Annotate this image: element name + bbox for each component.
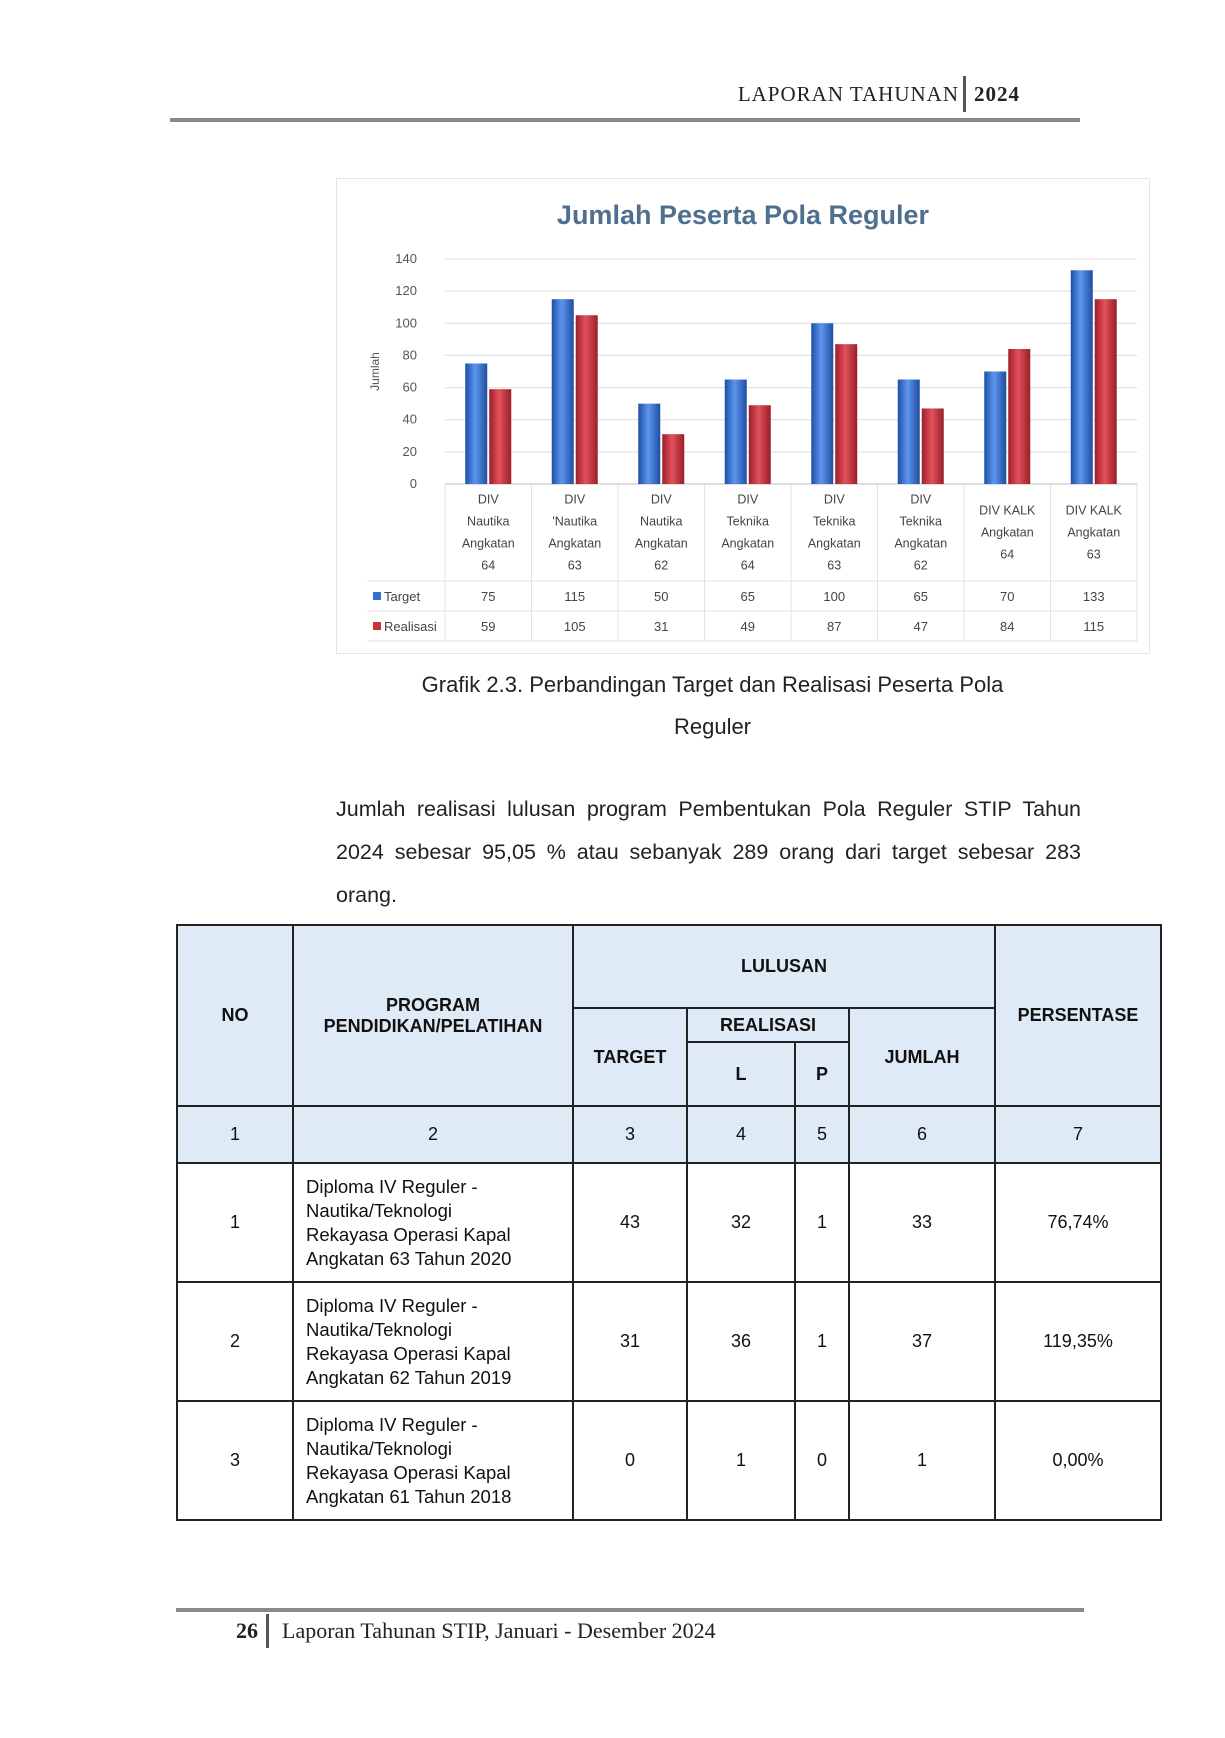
- bar-target: [725, 380, 747, 484]
- y-tick-label: 120: [395, 283, 417, 299]
- x-category-label: Angkatan: [894, 536, 948, 551]
- header-rule: [170, 118, 1080, 122]
- bar-target: [898, 380, 920, 484]
- x-category-label: 63: [567, 558, 582, 573]
- header-separator: [963, 76, 966, 112]
- cell-jumlah: 37: [849, 1282, 995, 1401]
- caption-line-2: Reguler: [673, 714, 752, 739]
- column-number-row: [177, 1106, 1161, 1163]
- x-category-label: Angkatan: [807, 536, 861, 551]
- bar-realisasi: [1008, 349, 1030, 484]
- summary-paragraph: Jumlah realisasi lulusan program Pembentukan Pola Reguler STIP Tahun 2024 sebesar 95,05 % atau sebanyak 289 orang dari target sebesar 283 orang.: [336, 797, 1081, 907]
- program-line: Angkatan 63 Tahun 2020: [306, 1247, 512, 1269]
- program-line: Diploma IV Reguler -: [306, 1294, 478, 1316]
- bar-chart: [337, 179, 1149, 653]
- col-number: 5: [795, 1106, 849, 1163]
- data-label-realisasi: 84: [1000, 619, 1015, 634]
- legend-swatch-target: [373, 592, 381, 600]
- cell-l: 1: [687, 1401, 795, 1520]
- col-header-persentase: PERSENTASE: [995, 925, 1161, 1106]
- legend-swatch-realisasi: [373, 622, 381, 630]
- page-header: [700, 82, 1035, 112]
- chart-container: [336, 178, 1150, 654]
- col-number: 6: [849, 1106, 995, 1163]
- data-label-target: 133: [1082, 589, 1105, 604]
- legend-label-target: Target: [384, 589, 421, 604]
- bar-target: [1071, 270, 1093, 484]
- y-tick-label: 80: [402, 347, 417, 363]
- cell-target: 31: [573, 1282, 687, 1401]
- bar-realisasi: [662, 434, 684, 484]
- cell-l: 32: [687, 1163, 795, 1282]
- x-category-label: Angkatan: [1067, 525, 1121, 540]
- cell-l: 36: [687, 1282, 795, 1401]
- cell-persentase: 76,74%: [995, 1163, 1161, 1282]
- cell-persentase: 0,00%: [995, 1401, 1161, 1520]
- data-label-realisasi: 87: [827, 619, 842, 634]
- col-header-program-line2: PENDIDIKAN/PELATIHAN: [323, 1015, 543, 1036]
- x-category-label: Teknika: [899, 514, 942, 529]
- x-category-label: Nautika: [467, 514, 510, 529]
- x-category-label: 63: [827, 558, 842, 573]
- x-category-label: DIV: [650, 492, 672, 507]
- col-header-target: TARGET: [573, 1008, 687, 1106]
- cell-program: [293, 1282, 573, 1401]
- bar-target: [811, 323, 833, 484]
- footer-rule: [176, 1608, 1084, 1612]
- data-label-realisasi: 59: [481, 619, 496, 634]
- x-category-label: DIV KALK: [1065, 503, 1122, 518]
- x-category-label: DIV: [823, 492, 845, 507]
- col-number: 4: [687, 1106, 795, 1163]
- chart-title: Jumlah Peserta Pola Reguler: [556, 200, 930, 230]
- program-line: Diploma IV Reguler -: [306, 1175, 478, 1197]
- data-label-realisasi: 105: [563, 619, 586, 634]
- data-label-target: 65: [740, 589, 755, 604]
- x-category-label: DIV: [564, 492, 586, 507]
- header-title: LAPORAN TAHUNAN: [737, 82, 959, 106]
- y-tick-label: 40: [402, 411, 417, 427]
- data-label-realisasi: 115: [1083, 619, 1105, 634]
- bar-realisasi: [835, 344, 857, 484]
- y-tick-label: 60: [402, 379, 417, 395]
- footer-separator: [266, 1614, 269, 1648]
- col-header-jumlah: JUMLAH: [849, 1008, 995, 1106]
- cell-target: 0: [573, 1401, 687, 1520]
- x-category-label: DIV KALK: [979, 503, 1036, 518]
- x-category-label: Nautika: [640, 514, 683, 529]
- data-label-realisasi: 49: [740, 619, 755, 634]
- program-line: Nautika/Teknologi: [306, 1437, 453, 1459]
- table-row: [177, 1282, 1161, 1401]
- data-label-target: 115: [564, 589, 586, 604]
- bar-target: [552, 299, 574, 484]
- x-category-label: Angkatan: [634, 536, 688, 551]
- y-tick-label: 20: [402, 443, 417, 459]
- program-line: Rekayasa Operasi Kapal: [306, 1223, 511, 1245]
- cell-p: 1: [795, 1163, 849, 1282]
- bar-target: [465, 363, 487, 484]
- cell-p: 1: [795, 1282, 849, 1401]
- y-tick-label: 140: [395, 251, 417, 266]
- cell-persentase: 119,35%: [995, 1282, 1161, 1401]
- x-category-label: Angkatan: [721, 536, 775, 551]
- table-row: [177, 1163, 1161, 1282]
- y-tick-label: 100: [395, 315, 417, 331]
- cell-no: 2: [177, 1282, 293, 1401]
- program-line: Diploma IV Reguler -: [306, 1413, 478, 1435]
- data-label-target: 70: [1000, 589, 1015, 604]
- col-header-program: [293, 925, 573, 1106]
- col-header-l: L: [687, 1042, 795, 1106]
- col-header-program-line1: PROGRAM: [386, 994, 480, 1015]
- data-label-realisasi: 31: [654, 619, 669, 634]
- x-category-label: Angkatan: [461, 536, 515, 551]
- col-header-realisasi: REALISASI: [687, 1008, 849, 1042]
- bar-realisasi: [489, 389, 511, 484]
- program-line: Nautika/Teknologi: [306, 1318, 453, 1340]
- x-category-label: 62: [913, 558, 928, 573]
- bar-realisasi: [1095, 299, 1117, 484]
- x-category-label: 63: [1086, 547, 1101, 562]
- x-category-label: Teknika: [726, 514, 769, 529]
- cell-program: [293, 1163, 573, 1282]
- x-category-label: 'Nautika: [552, 514, 598, 529]
- page-number: 26: [236, 1618, 258, 1643]
- caption-line-1: Grafik 2.3. Perbandingan Target dan Realisasi Peserta Pola: [421, 672, 1004, 697]
- cell-jumlah: 33: [849, 1163, 995, 1282]
- data-label-realisasi: 47: [913, 619, 928, 634]
- cell-no: 3: [177, 1401, 293, 1520]
- x-category-label: 64: [481, 558, 496, 573]
- cell-p: 0: [795, 1401, 849, 1520]
- cell-no: 1: [177, 1163, 293, 1282]
- x-category-label: DIV: [910, 492, 932, 507]
- table-row: [177, 1401, 1161, 1520]
- x-category-label: 64: [1000, 547, 1015, 562]
- bar-target: [984, 372, 1006, 485]
- program-line: Angkatan 62 Tahun 2019: [306, 1366, 512, 1388]
- bar-realisasi: [922, 408, 944, 484]
- x-category-label: DIV: [737, 492, 759, 507]
- col-number: 2: [293, 1106, 573, 1163]
- program-line: Rekayasa Operasi Kapal: [306, 1461, 511, 1483]
- y-tick-label: 0: [409, 476, 417, 491]
- program-line: Angkatan 61 Tahun 2018: [306, 1485, 512, 1507]
- x-category-label: DIV: [477, 492, 499, 507]
- x-category-label: Teknika: [813, 514, 856, 529]
- data-label-target: 75: [481, 589, 496, 604]
- footer-text: Laporan Tahunan STIP, Januari - Desember 2024: [282, 1618, 716, 1643]
- x-category-label: 64: [740, 558, 755, 573]
- col-number: 7: [995, 1106, 1161, 1163]
- legend-label-realisasi: Realisasi: [384, 619, 437, 634]
- y-axis-label: Jumlah: [368, 352, 382, 391]
- cell-jumlah: 1: [849, 1401, 995, 1520]
- bar-realisasi: [749, 405, 771, 484]
- col-header-no: NO: [177, 925, 293, 1106]
- data-label-target: 50: [654, 589, 669, 604]
- col-number: 3: [573, 1106, 687, 1163]
- bar-target: [638, 404, 660, 484]
- col-header-lulusan: LULUSAN: [573, 925, 995, 1008]
- col-number: 1: [177, 1106, 293, 1163]
- col-header-p: P: [795, 1042, 849, 1106]
- figure-caption: [340, 664, 1085, 748]
- x-category-label: Angkatan: [980, 525, 1034, 540]
- data-label-target: 100: [823, 589, 846, 604]
- cell-target: 43: [573, 1163, 687, 1282]
- program-line: Rekayasa Operasi Kapal: [306, 1342, 511, 1364]
- bar-realisasi: [576, 315, 598, 484]
- header-year: 2024: [974, 82, 1020, 106]
- graduates-table: [176, 924, 1162, 1521]
- data-label-target: 65: [913, 589, 928, 604]
- program-line: Nautika/Teknologi: [306, 1199, 453, 1221]
- x-category-label: 62: [654, 558, 669, 573]
- x-category-label: Angkatan: [548, 536, 602, 551]
- cell-program: [293, 1401, 573, 1520]
